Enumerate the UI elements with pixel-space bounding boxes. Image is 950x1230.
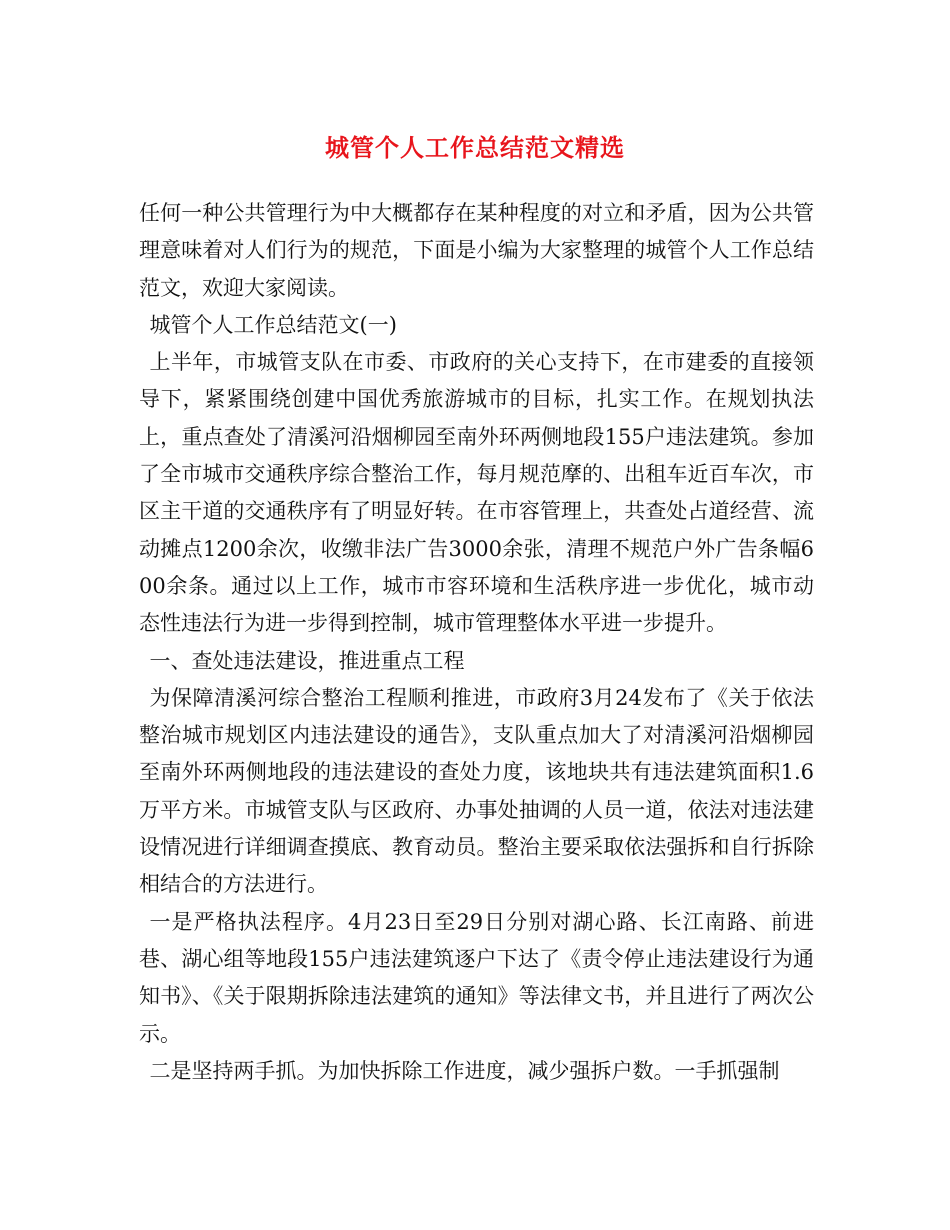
- document-title: 城管个人工作总结范文精选: [325, 133, 625, 162]
- section-heading-illegal-construction: 一、查处违法建设，推进重点工程: [149, 648, 465, 673]
- section-heading-sample-one: 城管个人工作总结范文(一): [149, 312, 397, 337]
- intro-paragraph: 任何一种公共管理行为中大概都存在某种程度的对立和矛盾，因为公共管理意味着对人们行为的规范，下面是小编为大家整理的城管个人工作总结范文，欢迎大家阅读。: [139, 201, 814, 300]
- illegal-construction-paragraph: 为保障清溪河综合整治工程顺利推进，市政府3月24发布了《关于依法整治城市规划区内违法建设的通告》，支队重点加大了对清溪河沿烟柳园至南外环两侧地段的违法建设的查处力度，该地块共有违法建筑面积1.6万平方米。市城管支队与区政府、办事处抽调的人员一道，依法对违法建设情况进行详细调查摸底、教育动员。整治主要采取依法强拆和自行拆除相结合的方法进行。: [139, 685, 814, 897]
- document-body: [139, 195, 814, 1090]
- summary-paragraph: 上半年，市城管支队在市委、市政府的关心支持下，在市建委的直接领导下，紧紧围绕创建中国优秀旅游城市的目标，扎实工作。在规划执法上，重点查处了清溪河沿烟柳园至南外环两侧地段155户违法建筑。参加了全市城市交通秩序综合整治工作，每月规范摩的、出租车近百车次，市区主干道的交通秩序有了明显好转。在市容管理上，共查处占道经营、流动摊点1200余次，收缴非法广告3000余张，清理不规范户外广告条幅600余条。通过以上工作，城市市容环境和生活秩序进一步优化，城市动态性违法行为进一步得到控制，城市管理整体水平进一步提升。: [139, 350, 814, 636]
- two-hands-paragraph: 二是坚持两手抓。为加快拆除工作进度，减少强拆户数。一手抓强制: [149, 1058, 780, 1083]
- procedure-paragraph: 一是严格执法程序。4月23日至29日分别对湖心路、长江南路、前进巷、湖心组等地段155户违法建筑逐户下达了《责令停止违法建设行为通知书》、《关于限期拆除违法建筑的通知》等法律文书，并且进行了两次公示。: [139, 909, 814, 1046]
